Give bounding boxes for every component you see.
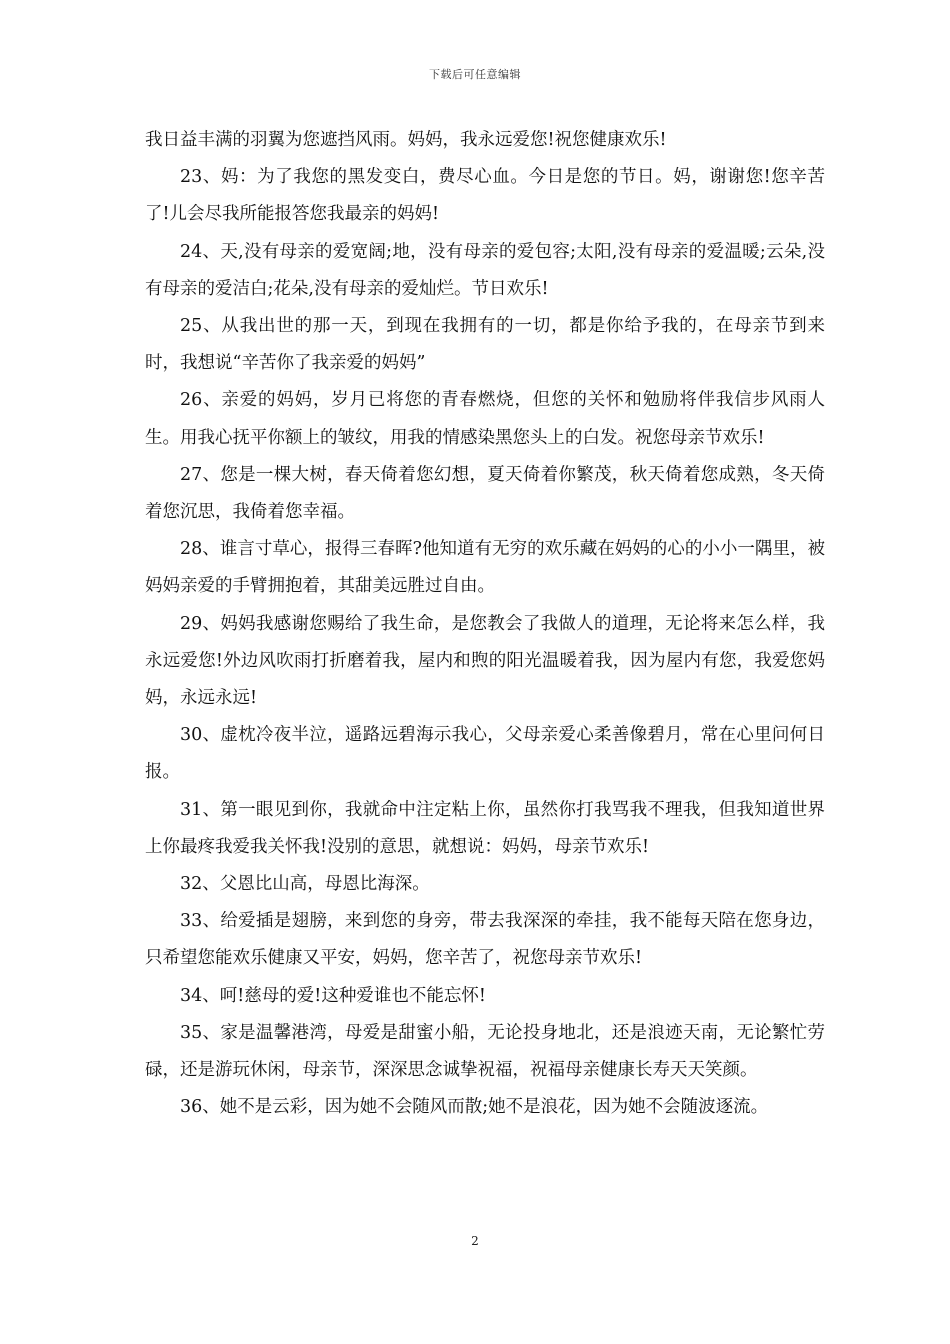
paragraph: 31、第一眼见到你，我就命中注定粘上你，虽然你打我骂我不理我，但我知道世界上你最疼我爱我关怀我!没别的意思，就想说：妈妈，母亲节欢乐! xyxy=(145,799,825,857)
paragraph: 28、谁言寸草心，报得三春晖?他知道有无穷的欢乐藏在妈妈的心的小小一隅里，被妈妈亲爱的手臂拥抱着，其甜美远胜过自由。 xyxy=(145,539,825,597)
paragraph: 30、虚枕冷夜半泣，遥路远碧海示我心，父母亲爱心柔善像碧月，常在心里问何日报。 xyxy=(145,725,825,783)
paragraph: 36、她不是云彩，因为她不会随风而散;她不是浪花，因为她不会随波逐流。 xyxy=(180,1097,769,1118)
paragraph: 34、呵!慈母的爱!这种爱谁也不能忘怀! xyxy=(180,985,486,1006)
page-number: 2 xyxy=(471,1234,479,1248)
paragraph: 29、妈妈我感谢您赐给了我生命，是您教会了我做人的道理，无论将来怎么样，我永远爱您!外边风吹雨打折磨着我，屋内和煦的阳光温暖着我，因为屋内有您，我爱您妈妈，永远永远! xyxy=(145,613,825,709)
paragraph: 35、家是温馨港湾，母爱是甜蜜小船，无论投身地北，还是浪迹天南，无论繁忙劳碌，还是游玩休闲，母亲节，深深思念诚挚祝福，祝福母亲健康长寿天天笑颜。 xyxy=(145,1022,825,1081)
paragraph: 我日益丰满的羽翼为您遮挡风雨。妈妈，我永远爱您!祝您健康欢乐! xyxy=(145,130,667,150)
paragraph: 25、从我出世的那一天，到现在我拥有的一切，都是你给予我的，在母亲节到来时，我想说“辛苦你了我亲爱的妈妈” xyxy=(145,316,825,374)
document-body xyxy=(145,122,825,1126)
page-header: 下载后可任意编辑 xyxy=(429,68,521,81)
paragraph: 32、父恩比山高，母恩比海深。 xyxy=(180,874,430,895)
paragraph: 33、给爱插是翅膀，来到您的身旁，带去我深深的牵挂，我不能每天陪在您身边，只希望您能欢乐健康又平安，妈妈，您辛苦了，祝您母亲节欢乐! xyxy=(145,911,825,969)
paragraph: 27、您是一棵大树，春天倚着您幻想，夏天倚着你繁茂，秋天倚着您成熟，冬天倚着您沉思，我倚着您幸福。 xyxy=(145,464,825,523)
paragraph: 23、妈：为了我您的黑发变白，费尽心血。今日是您的节日。妈，谢谢您!您辛苦了!儿会尽我所能报答您我最亲的妈妈! xyxy=(145,167,825,225)
paragraph: 26、亲爱的妈妈，岁月已将您的青春燃烧，但您的关怀和勉励将伴我信步风雨人生。用我心抚平你额上的皱纹，用我的情感染黑您头上的白发。祝您母亲节欢乐! xyxy=(145,390,825,448)
paragraph: 24、天,没有母亲的爱宽阔;地，没有母亲的爱包容;太阳,没有母亲的爱温暖;云朵,没有母亲的爱洁白;花朵,没有母亲的爱灿烂。节日欢乐! xyxy=(145,241,825,299)
